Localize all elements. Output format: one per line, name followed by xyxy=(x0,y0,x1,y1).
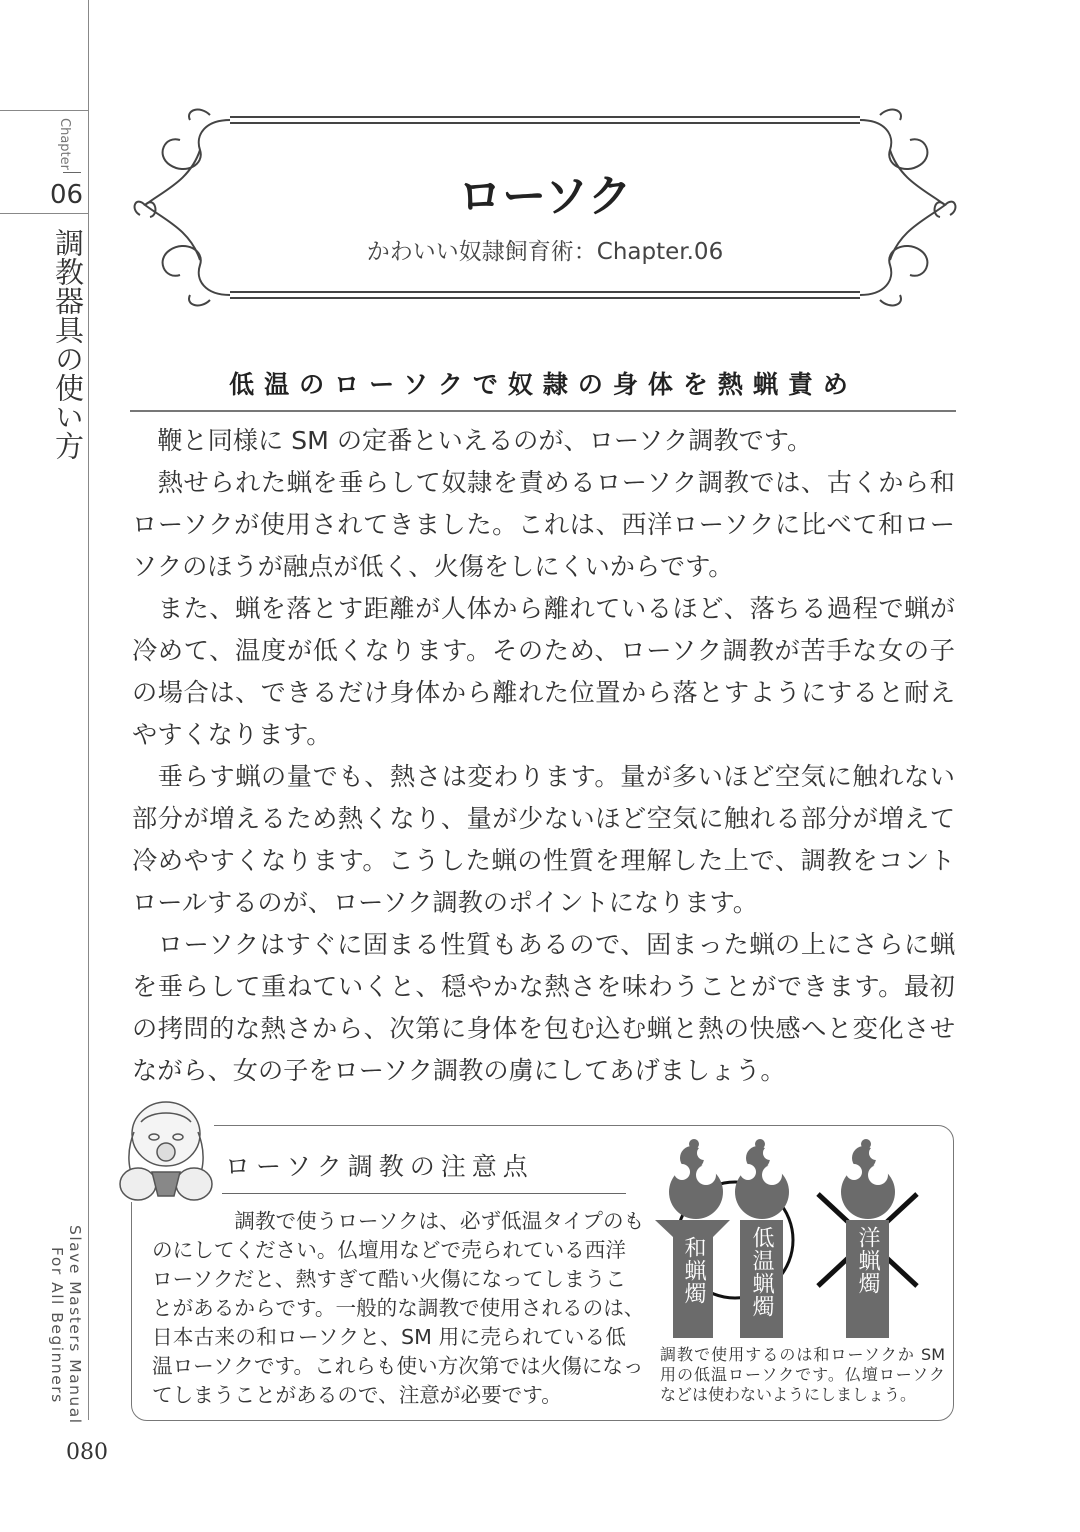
text-line: 垂らす蝋の量でも、熱さは変わります。量が多いほど空気に触れない xyxy=(132,762,955,791)
text-line: とがあるからです。一般的な調教で使用されるのは、 xyxy=(152,1296,645,1320)
text-line: 用の低温ローソクです。仏壇ローソク xyxy=(660,1365,945,1384)
chapter-separator xyxy=(63,172,81,173)
text-line: 熱せられた蝋を垂らして奴隷を責めるローソク調教では、古くから和 xyxy=(132,468,955,497)
text-line: を垂らして重ねていくと、穏やかな熱さを味わうことができます。最初 xyxy=(132,972,955,1001)
sidebar-rule-top xyxy=(0,110,88,111)
text-line: てしまうことがあるので、注意が必要です。 xyxy=(152,1383,562,1407)
text-line: などは使わないようにしましょう。 xyxy=(660,1385,917,1404)
diagram-caption xyxy=(660,1345,945,1405)
text-line: やすくなります。 xyxy=(132,720,332,749)
series-title xyxy=(48,1225,84,1425)
text-line: 冷めて、温度が低くなります。そのため、ローソク調教が苦手な女の子 xyxy=(132,636,955,665)
text-line: また、蝋を落とす距離が人体から離れているほど、落ちる過程で蝋が xyxy=(132,594,955,623)
page-title: ローソク xyxy=(458,171,632,222)
text-line: ソクのほうが融点が低く、火傷をしにくいからです。 xyxy=(132,552,734,581)
chibi-girl-illustration xyxy=(116,1092,216,1204)
page-subtitle: かわいい奴隷飼育術：Chapter.06 xyxy=(366,239,724,265)
candle-label-western: 洋蝋燭 xyxy=(855,1226,880,1295)
text-line: の拷問的な熱さから、次第に身体を包む込む蝋と熱の快感へと変化させ xyxy=(132,1014,956,1043)
text-line: ローソクだと、熱すぎて酷い火傷になってしまうこ xyxy=(152,1267,626,1291)
text-line: の場合は、できるだけ身体から離れた位置から落とすようにすると耐え xyxy=(132,678,955,707)
chapter-title: 調教器具の使い方 xyxy=(51,228,85,460)
sidebar-divider xyxy=(88,0,89,1420)
page-number: 080 xyxy=(66,1440,108,1465)
note-box-title: ローソク調教の注意点 xyxy=(225,1152,534,1181)
text-line: ロールするのが、ローソク調教のポイントになります。 xyxy=(132,888,758,917)
text-line: 日本古来の和ローソクと、SM 用に売られている低 xyxy=(152,1325,626,1349)
text-line: ローソクはすぐに固まる性質もあるので、固まった蝋の上にさらに蝋 xyxy=(132,930,955,959)
chapter-label: Chapter xyxy=(57,118,72,170)
chapter-number: 06 xyxy=(50,180,84,210)
flame-japanese-icon xyxy=(669,1139,723,1219)
body-text xyxy=(132,420,955,1092)
text-line: 鞭と同様に SM の定番といえるのが、ローソク調教です。 xyxy=(132,426,813,455)
text-line: ローソクが使用されてきました。これは、西洋ローソクに比べて和ロー xyxy=(132,510,955,539)
sidebar-rule-bottom xyxy=(0,213,88,214)
candle-label-low-temp: 低温蝋燭 xyxy=(749,1226,774,1318)
text-line: 調教で使用するのは和ローソクか SM xyxy=(660,1345,945,1364)
heading-underline xyxy=(130,410,956,412)
text-line: 温ローソクです。これらも使い方次第では火傷になっ xyxy=(152,1354,644,1378)
text-line: 調教で使うローソクは、必ず低温タイプのも xyxy=(152,1209,645,1233)
series-title-line2: For All Beginners xyxy=(48,1247,66,1404)
flame-low-temp-icon xyxy=(735,1139,789,1219)
text-line: ながら、女の子をローソク調教の虜にしてあげましょう。 xyxy=(132,1056,786,1085)
candle-label-japanese: 和蝋燭 xyxy=(681,1236,706,1305)
text-line: 冷めやすくなります。こうした蝋の性質を理解した上で、調教をコント xyxy=(132,846,955,875)
note-box-text xyxy=(152,1207,645,1410)
flame-western-icon xyxy=(841,1139,895,1219)
text-line: 部分が増えるため熱くなり、量が少ないほど空気に触れる部分が増えて xyxy=(132,804,956,833)
series-title-line1: Slave Masters Manual xyxy=(66,1225,84,1425)
note-box-title-underline xyxy=(222,1193,626,1194)
section-heading: 低温のローソクで奴隷の身体を熱蝋責め xyxy=(229,370,858,399)
text-line: のにしてください。仏壇用などで売られている西洋 xyxy=(152,1238,626,1262)
candle-diagram xyxy=(640,1120,970,1350)
